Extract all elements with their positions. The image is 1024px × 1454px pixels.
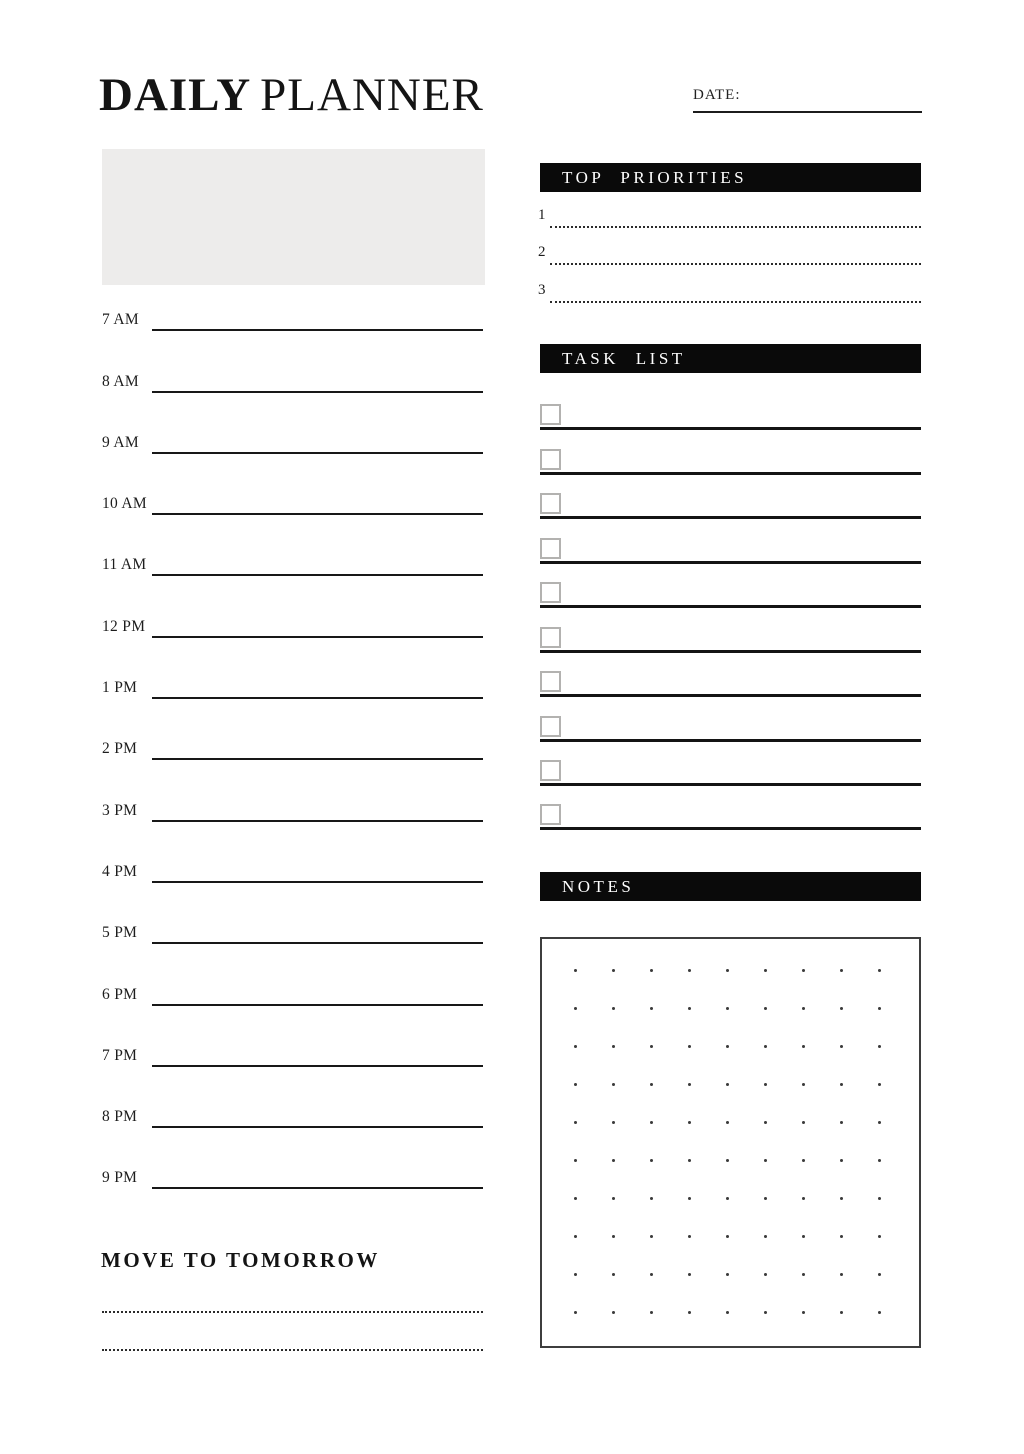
schedule-slot-row: [102, 944, 483, 1005]
dot-cell: [708, 989, 746, 1027]
photo-placeholder: [102, 149, 485, 285]
task-checkbox[interactable]: [540, 716, 561, 737]
grid-dot: [726, 1007, 729, 1010]
task-checkbox[interactable]: [540, 538, 561, 559]
grid-dot: [764, 1235, 767, 1238]
move-to-tomorrow-lines: [102, 1275, 483, 1351]
dot-cell: [632, 1103, 670, 1141]
dot-grid-row: [556, 1293, 919, 1331]
dot-cell: [822, 1065, 860, 1103]
dot-cell: [670, 1027, 708, 1065]
schedule-slot-row: [102, 822, 483, 883]
grid-dot: [840, 1311, 843, 1314]
dot-cell: [860, 989, 898, 1027]
time-label: 6 PM: [102, 985, 138, 1003]
grid-dot: [764, 1121, 767, 1124]
task-checkbox[interactable]: [540, 760, 561, 781]
grid-dot: [840, 969, 843, 972]
dot-cell: [784, 1255, 822, 1293]
grid-dot: [650, 1007, 653, 1010]
dot-cell: [594, 1217, 632, 1255]
time-label: 10 AM: [102, 495, 147, 513]
dot-cell: [746, 1027, 784, 1065]
schedule-slot-row: [102, 393, 483, 454]
grid-dot: [612, 1045, 615, 1048]
time-label: 5 PM: [102, 924, 138, 942]
dot-cell: [860, 1179, 898, 1217]
time-label: 8 AM: [102, 372, 139, 390]
priorities-list: [538, 190, 921, 303]
schedule-slot-row: [102, 1006, 483, 1067]
dot-cell: [822, 951, 860, 989]
dot-cell: [822, 1141, 860, 1179]
schedule-slot-row: [102, 638, 483, 699]
move-to-tomorrow-entry-line[interactable]: [102, 1313, 483, 1351]
dot-grid-row: [556, 1217, 919, 1255]
dot-cell: [746, 1255, 784, 1293]
dot-cell: [556, 1255, 594, 1293]
dot-cell: [670, 1255, 708, 1293]
dot-cell: [746, 1293, 784, 1331]
time-label: 8 PM: [102, 1108, 138, 1126]
grid-dot: [802, 969, 805, 972]
dot-cell: [784, 1141, 822, 1179]
grid-dot: [802, 1159, 805, 1162]
dot-cell: [784, 951, 822, 989]
dot-cell: [594, 1293, 632, 1331]
task-row: [540, 564, 921, 608]
dot-cell: [708, 1065, 746, 1103]
dot-cell: [708, 951, 746, 989]
grid-dot: [764, 1159, 767, 1162]
grid-dot: [726, 969, 729, 972]
grid-dot: [802, 1083, 805, 1086]
notes-header: NOTES: [540, 872, 921, 901]
time-label: 2 PM: [102, 740, 138, 758]
dot-cell: [708, 1027, 746, 1065]
dot-cell: [860, 1255, 898, 1293]
time-label: 9 PM: [102, 1169, 138, 1187]
move-to-tomorrow-header: MOVE TO TOMORROW: [101, 1248, 380, 1272]
schedule-slot-row: [102, 1067, 483, 1128]
dot-cell: [784, 1217, 822, 1255]
grid-dot: [840, 1197, 843, 1200]
dot-cell: [594, 989, 632, 1027]
task-row: [540, 742, 921, 786]
priority-number: 2: [538, 244, 546, 261]
dot-cell: [632, 1217, 670, 1255]
grid-dot: [878, 1083, 881, 1086]
grid-dot: [612, 1273, 615, 1276]
dot-cell: [746, 1103, 784, 1141]
schedule-slot-row: [102, 515, 483, 576]
grid-dot: [764, 1083, 767, 1086]
task-row: [540, 697, 921, 741]
grid-dot: [574, 1273, 577, 1276]
grid-dot: [650, 1273, 653, 1276]
dot-cell: [784, 989, 822, 1027]
dot-cell: [632, 1293, 670, 1331]
schedule-slot-row: [102, 760, 483, 821]
task-row: [540, 786, 921, 830]
dot-cell: [594, 1103, 632, 1141]
dot-cell: [670, 1141, 708, 1179]
dot-cell: [670, 951, 708, 989]
task-row: [540, 519, 921, 563]
grid-dot: [688, 1273, 691, 1276]
schedule-slot-row: [102, 331, 483, 392]
dot-cell: [556, 1065, 594, 1103]
dot-cell: [594, 1027, 632, 1065]
schedule-slot-row: [102, 883, 483, 944]
dot-cell: [670, 1065, 708, 1103]
grid-dot: [612, 1311, 615, 1314]
grid-dot: [802, 1121, 805, 1124]
grid-dot: [840, 1121, 843, 1124]
dot-cell: [594, 1179, 632, 1217]
grid-dot: [574, 1311, 577, 1314]
dot-cell: [822, 1103, 860, 1141]
grid-dot: [726, 1083, 729, 1086]
schedule-entry-line[interactable]: [152, 1187, 483, 1189]
dot-cell: [670, 989, 708, 1027]
page-title-secondary: PLANNER: [260, 69, 484, 121]
dot-cell: [822, 1217, 860, 1255]
dot-cell: [708, 1255, 746, 1293]
time-label: 12 PM: [102, 617, 146, 635]
grid-dot: [802, 1311, 805, 1314]
grid-dot: [840, 1235, 843, 1238]
grid-dot: [878, 1235, 881, 1238]
grid-dot: [574, 1083, 577, 1086]
dot-cell: [594, 1065, 632, 1103]
grid-dot: [726, 1311, 729, 1314]
time-label: 7 PM: [102, 1046, 138, 1064]
dot-grid-row: [556, 1255, 919, 1293]
dot-cell: [784, 1065, 822, 1103]
grid-dot: [726, 1121, 729, 1124]
dot-cell: [860, 1103, 898, 1141]
grid-dot: [764, 1045, 767, 1048]
dot-cell: [784, 1293, 822, 1331]
task-entry-line[interactable]: [540, 827, 921, 830]
page-title-primary: DAILY: [99, 69, 252, 121]
dot-cell: [746, 1217, 784, 1255]
task-checkbox[interactable]: [540, 404, 561, 425]
dot-cell: [860, 951, 898, 989]
time-label: 9 AM: [102, 433, 139, 451]
grid-dot: [688, 1083, 691, 1086]
grid-dot: [650, 1121, 653, 1124]
dot-cell: [632, 989, 670, 1027]
dot-cell: [708, 1293, 746, 1331]
dot-cell: [860, 1217, 898, 1255]
grid-dot: [726, 1159, 729, 1162]
task-list: [540, 386, 921, 830]
task-row: [540, 386, 921, 430]
grid-dot: [574, 1007, 577, 1010]
grid-dot: [840, 1273, 843, 1276]
date-label: DATE:: [693, 87, 741, 103]
priority-entry-line[interactable]: [550, 301, 921, 303]
grid-dot: [764, 1273, 767, 1276]
grid-dot: [574, 1121, 577, 1124]
task-row: [540, 653, 921, 697]
dot-cell: [860, 1141, 898, 1179]
grid-dot: [878, 1045, 881, 1048]
schedule-list: [102, 270, 483, 1189]
dot-cell: [632, 951, 670, 989]
grid-dot: [840, 1045, 843, 1048]
dot-grid-row: [556, 1103, 919, 1141]
task-checkbox[interactable]: [540, 449, 561, 470]
grid-dot: [612, 1159, 615, 1162]
dot-cell: [594, 1141, 632, 1179]
schedule-slot-row: [102, 699, 483, 760]
grid-dot: [878, 969, 881, 972]
grid-dot: [612, 969, 615, 972]
dot-cell: [670, 1293, 708, 1331]
grid-dot: [726, 1197, 729, 1200]
page-title: [99, 70, 484, 122]
grid-dot: [612, 1083, 615, 1086]
grid-dot: [878, 1159, 881, 1162]
dot-cell: [822, 1179, 860, 1217]
move-to-tomorrow-entry-line[interactable]: [102, 1275, 483, 1313]
dot-cell: [860, 1293, 898, 1331]
grid-dot: [764, 1197, 767, 1200]
dot-cell: [556, 1293, 594, 1331]
priority-row: [538, 265, 921, 303]
grid-dot: [726, 1045, 729, 1048]
grid-dot: [764, 1007, 767, 1010]
time-label: 7 AM: [102, 311, 139, 329]
priority-row: [538, 228, 921, 266]
grid-dot: [726, 1273, 729, 1276]
dot-cell: [708, 1179, 746, 1217]
task-row: [540, 430, 921, 474]
time-label: 3 PM: [102, 801, 138, 819]
top-priorities-header: TOP PRIORITIES: [540, 163, 921, 192]
priority-number: 3: [538, 281, 546, 298]
dot-cell: [784, 1103, 822, 1141]
grid-dot: [650, 1197, 653, 1200]
dot-grid-row: [556, 1065, 919, 1103]
grid-dot: [688, 1235, 691, 1238]
dot-cell: [556, 1179, 594, 1217]
priority-number: 1: [538, 206, 546, 223]
dot-cell: [822, 1293, 860, 1331]
dot-cell: [746, 1065, 784, 1103]
dot-cell: [632, 1141, 670, 1179]
dot-grid-row: [556, 989, 919, 1027]
dot-grid-row: [556, 1141, 919, 1179]
grid-dot: [688, 969, 691, 972]
grid-dot: [840, 1083, 843, 1086]
dot-cell: [632, 1027, 670, 1065]
grid-dot: [878, 1273, 881, 1276]
grid-dot: [878, 1197, 881, 1200]
grid-dot: [878, 1311, 881, 1314]
grid-dot: [650, 1159, 653, 1162]
dot-cell: [556, 951, 594, 989]
date-field[interactable]: [693, 86, 922, 113]
grid-dot: [688, 1007, 691, 1010]
dot-cell: [594, 951, 632, 989]
grid-dot: [650, 1083, 653, 1086]
grid-dot: [802, 1235, 805, 1238]
grid-dot: [612, 1197, 615, 1200]
dot-cell: [746, 1179, 784, 1217]
dot-cell: [708, 1103, 746, 1141]
dot-cell: [860, 1027, 898, 1065]
dot-cell: [556, 1103, 594, 1141]
time-label: 11 AM: [102, 556, 147, 574]
task-row: [540, 475, 921, 519]
dot-cell: [822, 989, 860, 1027]
task-checkbox[interactable]: [540, 627, 561, 648]
schedule-slot-row: [102, 576, 483, 637]
dot-cell: [784, 1179, 822, 1217]
grid-dot: [574, 1045, 577, 1048]
schedule-slot-row: [102, 270, 483, 331]
grid-dot: [840, 1159, 843, 1162]
dot-cell: [556, 1217, 594, 1255]
grid-dot: [650, 969, 653, 972]
dot-cell: [556, 1027, 594, 1065]
dot-cell: [746, 1141, 784, 1179]
grid-dot: [612, 1007, 615, 1010]
dot-cell: [632, 1065, 670, 1103]
notes-area[interactable]: [540, 937, 921, 1348]
dot-grid-row: [556, 1027, 919, 1065]
grid-dot: [688, 1311, 691, 1314]
grid-dot: [802, 1197, 805, 1200]
dot-cell: [670, 1179, 708, 1217]
grid-dot: [574, 1159, 577, 1162]
task-row: [540, 608, 921, 652]
grid-dot: [612, 1235, 615, 1238]
task-checkbox[interactable]: [540, 804, 561, 825]
dot-grid-row: [556, 1179, 919, 1217]
dot-cell: [708, 1217, 746, 1255]
dot-cell: [670, 1217, 708, 1255]
grid-dot: [878, 1007, 881, 1010]
grid-dot: [840, 1007, 843, 1010]
grid-dot: [726, 1235, 729, 1238]
dot-cell: [708, 1141, 746, 1179]
dot-cell: [746, 951, 784, 989]
grid-dot: [650, 1311, 653, 1314]
dot-cell: [594, 1255, 632, 1293]
dot-cell: [822, 1255, 860, 1293]
dot-cell: [784, 1027, 822, 1065]
grid-dot: [574, 1197, 577, 1200]
time-label: 4 PM: [102, 862, 138, 880]
grid-dot: [802, 1007, 805, 1010]
task-checkbox[interactable]: [540, 493, 561, 514]
grid-dot: [764, 969, 767, 972]
schedule-slot-row: [102, 454, 483, 515]
grid-dot: [878, 1121, 881, 1124]
dot-cell: [632, 1179, 670, 1217]
dot-cell: [860, 1065, 898, 1103]
grid-dot: [574, 1235, 577, 1238]
dot-grid-row: [556, 951, 919, 989]
schedule-slot-row: [102, 1128, 483, 1189]
grid-dot: [650, 1045, 653, 1048]
time-label: 1 PM: [102, 679, 138, 697]
task-checkbox[interactable]: [540, 671, 561, 692]
grid-dot: [764, 1311, 767, 1314]
grid-dot: [688, 1045, 691, 1048]
dot-cell: [632, 1255, 670, 1293]
grid-dot: [802, 1045, 805, 1048]
grid-dot: [688, 1197, 691, 1200]
dot-cell: [746, 989, 784, 1027]
dot-cell: [556, 989, 594, 1027]
task-checkbox[interactable]: [540, 582, 561, 603]
task-list-header: TASK LIST: [540, 344, 921, 373]
dot-cell: [556, 1141, 594, 1179]
grid-dot: [688, 1159, 691, 1162]
grid-dot: [650, 1235, 653, 1238]
priority-row: [538, 190, 921, 228]
dot-cell: [822, 1027, 860, 1065]
dot-cell: [670, 1103, 708, 1141]
grid-dot: [612, 1121, 615, 1124]
grid-dot: [688, 1121, 691, 1124]
grid-dot: [574, 969, 577, 972]
grid-dot: [802, 1273, 805, 1276]
